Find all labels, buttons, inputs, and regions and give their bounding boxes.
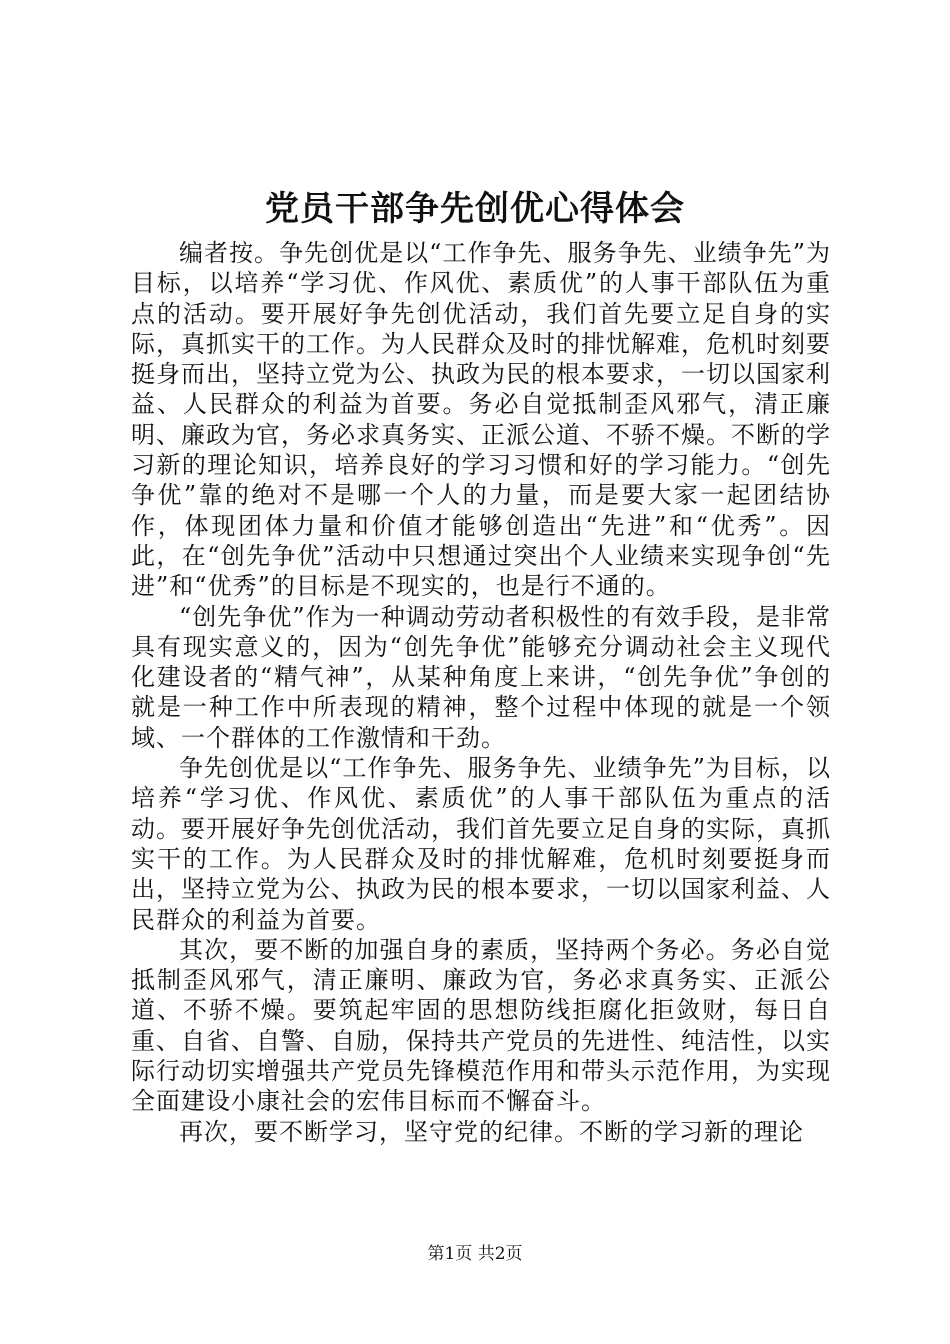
paragraph-editor-note: 编者按。争先创优是以“工作争先、服务争先、业绩争先”为目标，以培养“学习优、作风优、素质优”的人事干部队伍为重点的活动。要开展好争先创优活动，我们首先要立足自身的实际，真抓实干的工作。为人民群众及时的排忧解难，危机时刻要挺身而出，坚持立党为公、执政为民的根本要求，一切以国家利益、人民群众的利益为首要。务必自觉抵制歪风邪气，清正廉明、廉政为官，务必求真务实、正派公道、不骄不燥。不断的学习新的理论知识，培养良好的学习习惯和好的学习能力。“创先争优”靠的绝对不是哪一个人的力量，而是要大家一起团结协作，体现团体力量和价值才能够创造出“先进”和“优秀”。因此，在“创先争优”活动中只想通过突出个人业绩来实现争创“先进”和“优秀”的目标是不现实的，也是行不通的。 [131,239,831,601]
document-body [131,238,831,1147]
paragraph-first-point: 争先创优是以“工作争先、服务争先、业绩争先”为目标，以培养“学习优、作风优、素质优”的人事干部队伍为重点的活动。要开展好争先创优活动，我们首先要立足自身的实际，真抓实干的工作。为人民群众及时的排忧解难，危机时刻要挺身而出，坚持立党为公、执政为民的根本要求，一切以国家利益、人民群众的利益为首要。 [131,754,831,934]
paragraph-third-point: 再次，要不断学习，坚守党的纪律。不断的学习新的理论 [179,1117,804,1146]
page-number-footer: 第1页 共2页 [427,1244,523,1264]
paragraph-second-point: 其次，要不断的加强自身的素质，坚持两个务必。务必自觉抵制歪风邪气，清正廉明、廉政为官，务必求真务实、正派公道、不骄不燥。要筑起牢固的思想防线拒腐化拒敛财，每日自重、自省、自警、自励，保持共产党员的先进性、纯洁性，以实际行动切实增强共产党员先锋模范作用和带头示范作用，为实现全面建设小康社会的宏伟目标而不懈奋斗。 [131,935,831,1116]
document-title: 党员干部争先创优心得体会 [265,189,685,229]
paragraph-significance: “创先争优”作为一种调动劳动者积极性的有效手段，是非常具有现实意义的，因为“创先争优”能够充分调动社会主义现代化建设者的“精气神”，从某种角度上来讲，“创先争优”争创的就是一种工作中所表现的精神，整个过程中体现的就是一个领域、一个群体的工作激情和干劲。 [131,602,831,752]
